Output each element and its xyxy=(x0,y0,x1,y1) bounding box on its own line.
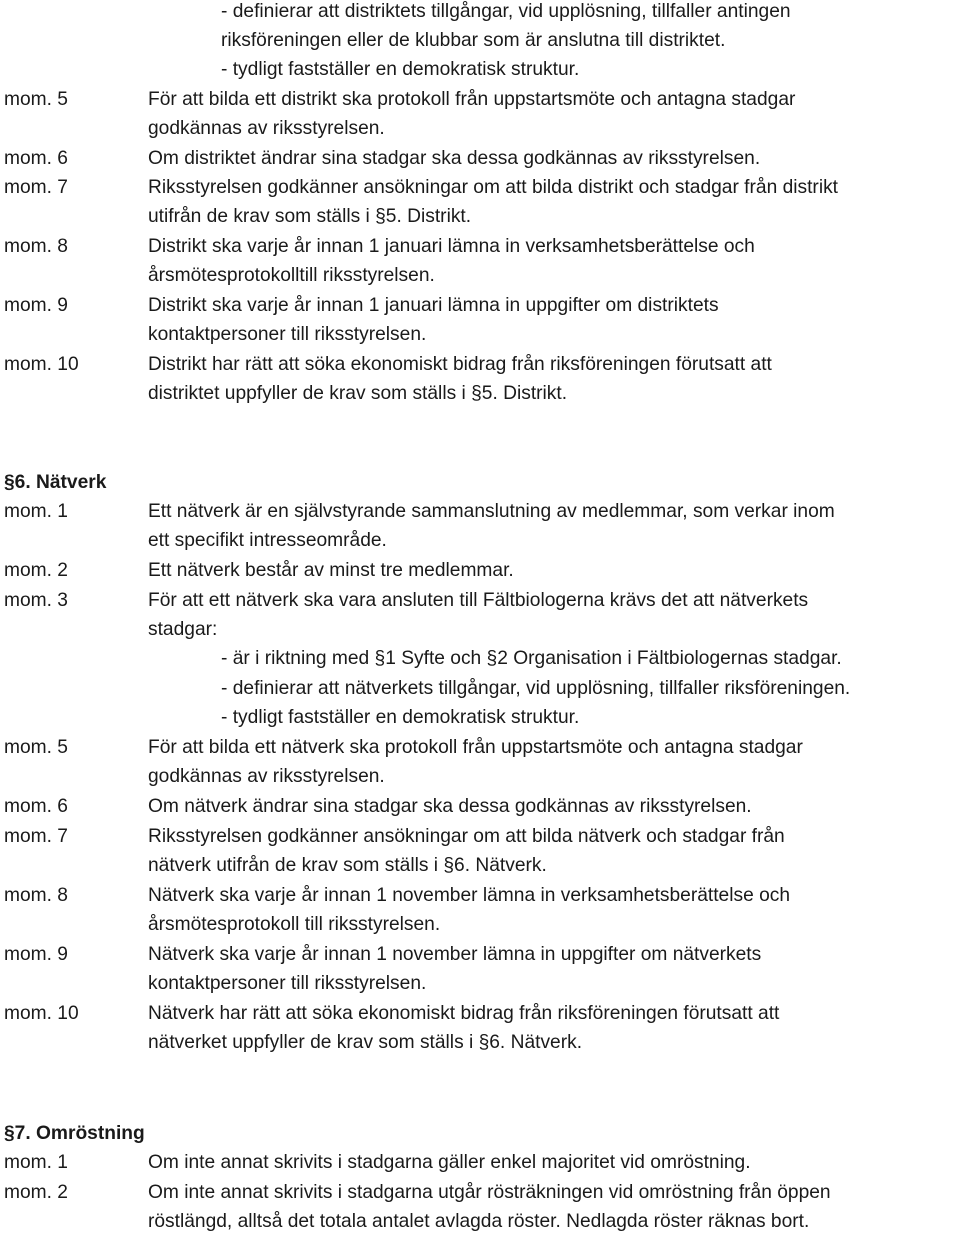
district-mom-5-label: mom. 5 xyxy=(4,89,68,110)
network-mom-7-label: mom. 7 xyxy=(4,826,68,847)
district-mom-9-line-2: kontaktpersoner till riksstyrelsen. xyxy=(148,324,427,345)
vote-mom-2-line-2: röstlängd, alltså det totala antalet avlagda röster. Nedlagda röster räknas bort. xyxy=(148,1211,810,1232)
network-mom-2-label: mom. 2 xyxy=(4,560,68,581)
district-mom-5-line-1: För att bilda ett distrikt ska protokoll från uppstartsmöte och antagna stadgar xyxy=(148,89,796,110)
network-mom-9-line-1: Nätverk ska varje år innan 1 november lämna in uppgifter om nätverkets xyxy=(148,944,762,965)
network-mom-8-label: mom. 8 xyxy=(4,885,68,906)
network-mom-10-label: mom. 10 xyxy=(4,1003,79,1024)
vote-mom-2-label: mom. 2 xyxy=(4,1182,68,1203)
district-mom-7-label: mom. 7 xyxy=(4,177,68,198)
district-mom-6-line-1: Om distriktet ändrar sina stadgar ska dessa godkännas av riksstyrelsen. xyxy=(148,148,761,169)
section-6-heading: §6. Nätverk xyxy=(4,472,107,493)
district-mom-10-line-2: distriktet uppfyller de krav som ställs i §5. Distrikt. xyxy=(148,383,568,404)
district-mom-9-label: mom. 9 xyxy=(4,295,68,316)
network-bullet-1: - är i riktning med §1 Syfte och §2 Organisation i Fältbiologernas stadgar. xyxy=(221,648,842,669)
network-mom-3-line-1: För att ett nätverk ska vara ansluten till Fältbiologerna krävs det att nätverkets xyxy=(148,590,809,611)
network-mom-10-line-1: Nätverk har rätt att söka ekonomiskt bidrag från riksföreningen förutsatt att xyxy=(148,1003,780,1024)
network-mom-1-line-2: ett specifikt intresseområde. xyxy=(148,530,387,551)
network-mom-10-line-2: nätverket uppfyller de krav som ställs i §6. Nätverk. xyxy=(148,1032,583,1053)
district-bullet-1-cont: riksföreningen eller de klubbar som är anslutna till distriktet. xyxy=(221,30,726,51)
network-mom-6-line-1: Om nätverk ändrar sina stadgar ska dessa godkännas av riksstyrelsen. xyxy=(148,796,752,817)
district-mom-9-line-1: Distrikt ska varje år innan 1 januari lämna in uppgifter om distriktets xyxy=(148,295,719,316)
district-mom-10-line-1: Distrikt har rätt att söka ekonomiskt bidrag från riksföreningen förutsatt att xyxy=(148,354,772,375)
district-bullet-2: - tydligt fastställer en demokratisk struktur. xyxy=(221,59,580,80)
network-mom-3-line-2: stadgar: xyxy=(148,619,218,640)
district-mom-10-label: mom. 10 xyxy=(4,354,79,375)
district-bullet-1: - definierar att distriktets tillgångar, vid upplösning, tillfaller antingen xyxy=(221,1,791,22)
district-mom-5-line-2: godkännas av riksstyrelsen. xyxy=(148,118,385,139)
vote-mom-2-line-1: Om inte annat skrivits i stadgarna utgår rösträkningen vid omröstning från öppen xyxy=(148,1182,831,1203)
network-mom-9-label: mom. 9 xyxy=(4,944,68,965)
network-mom-2-line-1: Ett nätverk består av minst tre medlemmar. xyxy=(148,560,514,581)
network-mom-1-line-1: Ett nätverk är en självstyrande sammanslutning av medlemmar, som verkar inom xyxy=(148,501,835,522)
network-mom-7-line-2: nätverk utifrån de krav som ställs i §6. Nätverk. xyxy=(148,855,547,876)
network-mom-7-line-1: Riksstyrelsen godkänner ansökningar om att bilda nätverk och stadgar från xyxy=(148,826,785,847)
network-mom-6-label: mom. 6 xyxy=(4,796,68,817)
network-mom-5-label: mom. 5 xyxy=(4,737,68,758)
network-mom-9-line-2: kontaktpersoner till riksstyrelsen. xyxy=(148,973,427,994)
district-mom-6-label: mom. 6 xyxy=(4,148,68,169)
vote-mom-1-line-1: Om inte annat skrivits i stadgarna gäller enkel majoritet vid omröstning. xyxy=(148,1152,751,1173)
network-mom-1-label: mom. 1 xyxy=(4,501,68,522)
network-mom-3-label: mom. 3 xyxy=(4,590,68,611)
district-mom-7-line-1: Riksstyrelsen godkänner ansökningar om att bilda distrikt och stadgar från distrikt xyxy=(148,177,839,198)
network-mom-5-line-2: godkännas av riksstyrelsen. xyxy=(148,766,385,787)
network-mom-8-line-2: årsmötesprotokoll till riksstyrelsen. xyxy=(148,914,441,935)
district-mom-8-label: mom. 8 xyxy=(4,236,68,257)
network-mom-5-line-1: För att bilda ett nätverk ska protokoll från uppstartsmöte och antagna stadgar xyxy=(148,737,803,758)
district-mom-7-line-2: utifrån de krav som ställs i §5. Distrikt. xyxy=(148,206,472,227)
section-7-heading: §7. Omröstning xyxy=(4,1123,145,1144)
network-bullet-3: - tydligt fastställer en demokratisk struktur. xyxy=(221,707,580,728)
district-mom-8-line-2: årsmötesprotokolltill riksstyrelsen. xyxy=(148,265,435,286)
network-mom-8-line-1: Nätverk ska varje år innan 1 november lämna in verksamhetsberättelse och xyxy=(148,885,791,906)
vote-mom-1-label: mom. 1 xyxy=(4,1152,68,1173)
network-bullet-2: - definierar att nätverkets tillgångar, vid upplösning, tillfaller riksföreningen. xyxy=(221,678,851,699)
district-mom-8-line-1: Distrikt ska varje år innan 1 januari lämna in verksamhetsberättelse och xyxy=(148,236,755,257)
